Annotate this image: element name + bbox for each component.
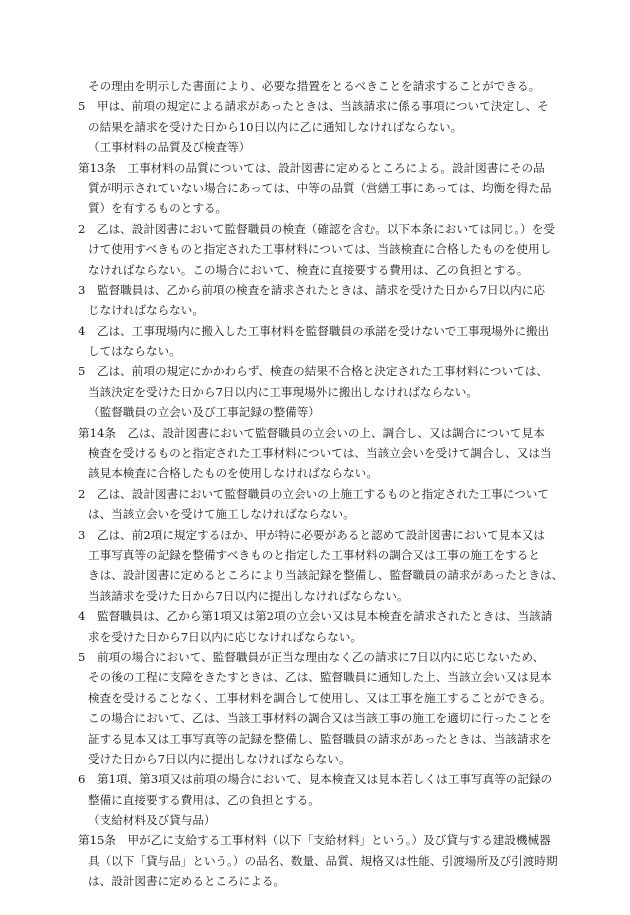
text-line: その後の工程に支障をきたすときは、乙は、監督職員に通知した上、当該立会い又は見本 bbox=[88, 670, 552, 685]
text-line: この場合において、乙は、当該工事材料の調合又は当該工事の施工を適切に行ったことを bbox=[88, 711, 552, 726]
text-line: 該見本検査に合格したものを使用しなければならない。 bbox=[88, 466, 378, 481]
text-line: は、当該立会いを受けて施工しなければならない。 bbox=[88, 507, 355, 522]
article-13-line: 第13条 工事材料の品質については、設計図書に定めるところによる。設計図書にその品 bbox=[78, 160, 545, 175]
text-line: 整備に直接要する費用は、乙の負担とする。 bbox=[88, 792, 320, 807]
text-line: 具（以下「貸与品」という。）の品名、数量、品質、規格又は性能、引渡場所及び引渡時期 bbox=[88, 853, 558, 868]
text-line: 質が明示されていない場合にあっては、中等の品質（営繕工事にあっては、均衡を得た品 bbox=[88, 180, 552, 195]
text-line: その理由を明示した書面により、必要な措置をとるべきことを請求することができる。 bbox=[88, 79, 541, 93]
paragraph-4-line: 4 監督職員は、乙から第1項又は第2項の立会い又は見本検査を請求されたときは、当該請 bbox=[78, 609, 553, 624]
section-heading-article-13: （工事材料の品質及び検査等） bbox=[88, 140, 251, 155]
paragraph-6-line: 6 第1項、第3項又は前項の場合において、見本検査又は見本若しくは工事写真等の記録の bbox=[78, 772, 553, 787]
text-line: 求を受けた日から7日以内に応じなければならない。 bbox=[88, 629, 363, 644]
section-heading-article-14: （監督職員の立会い及び工事記録の整備等） bbox=[88, 405, 320, 420]
paragraph-5-line: 5 前項の場合において、監督職員が正当な理由なく乙の請求に7日以内に応じないため、 bbox=[78, 649, 545, 664]
paragraph-5-line: 5 乙は、前項の規定にかかわらず、検査の結果不合格と決定された工事材料については、 bbox=[78, 364, 548, 379]
text-line: 当該決定を受けた日から7日以内に工事現場外に搬出しなければならない。 bbox=[88, 384, 478, 399]
text-line: 検査を受けることなく、工事材料を調合して使用し、又は工事を施工することができる。 bbox=[88, 690, 552, 705]
paragraph-4-line: 4 乙は、工事現場内に搬入した工事材料を監督職員の承諾を受けないで工事現場外に搬出 bbox=[78, 323, 550, 338]
paragraph-3-line: 3 乙は、前2項に規定するほか、甲が特に必要があると認めて設計図書において見本又は bbox=[78, 527, 545, 542]
paragraph-3-line: 3 監督職員は、乙から前項の検査を請求されたときは、請求を受けた日から7日以内に応 bbox=[78, 282, 545, 297]
paragraph-2-line: 2 乙は、設計図書において監督職員の検査（確認を含む。以下本条においては同じ。）を受 bbox=[78, 221, 555, 236]
text-line: 質）を有するものとする。 bbox=[88, 201, 228, 216]
text-line: は、設計図書に定めるところによる。 bbox=[88, 874, 286, 889]
text-line: じなければならない。 bbox=[88, 303, 204, 318]
text-line: なければならない。この場合において、検査に直接要する費用は、乙の負担とする。 bbox=[88, 262, 529, 277]
text-line: 受けた日から7日以内に提出しなければならない。 bbox=[88, 751, 351, 766]
text-line: けて使用すべきものと指定された工事材料については、当該検査に合格したものを使用し bbox=[88, 242, 552, 257]
text-line: きは、設計図書に定めるところにより当該記録を整備し、監督職員の請求があったときは、 bbox=[88, 568, 564, 583]
text-line: 工事写真等の記録を整備すべきものと指定した工事材料の調合又は工事の施工をすると bbox=[88, 547, 540, 562]
text-line: の結果を請求を受けた日から10日以内に乙に通知しなければならない。 bbox=[88, 119, 463, 134]
text-line: してはならない。 bbox=[88, 344, 181, 359]
text-line: 検査を受けるものと指定された工事材料については、当該立会いを受けて調合し、又は当 bbox=[88, 446, 552, 461]
article-14-line: 第14条 乙は、設計図書において監督職員の立会いの上、調合し、又は調合について見本 bbox=[78, 425, 545, 440]
text-line: 証する見本又は工事写真等の記録を整備し、監督職員の請求があったときは、当該請求を bbox=[88, 731, 552, 746]
section-heading-article-15: （支給材料及び貸与品） bbox=[88, 813, 216, 828]
paragraph-5-line: 5 甲は、前項の規定による請求があったときは、当該請求に係る事項について決定し、そ bbox=[78, 99, 549, 114]
article-15-line: 第15条 甲が乙に支給する工事材料（以下「支給材料」という。）及び貸与する建設機械器 bbox=[78, 833, 551, 848]
text-line: 当該請求を受けた日から7日以内に提出しなければならない。 bbox=[88, 588, 409, 603]
paragraph-2-line: 2 乙は、設計図書において監督職員の立会いの上施工するものと指定された工事について bbox=[78, 486, 549, 501]
